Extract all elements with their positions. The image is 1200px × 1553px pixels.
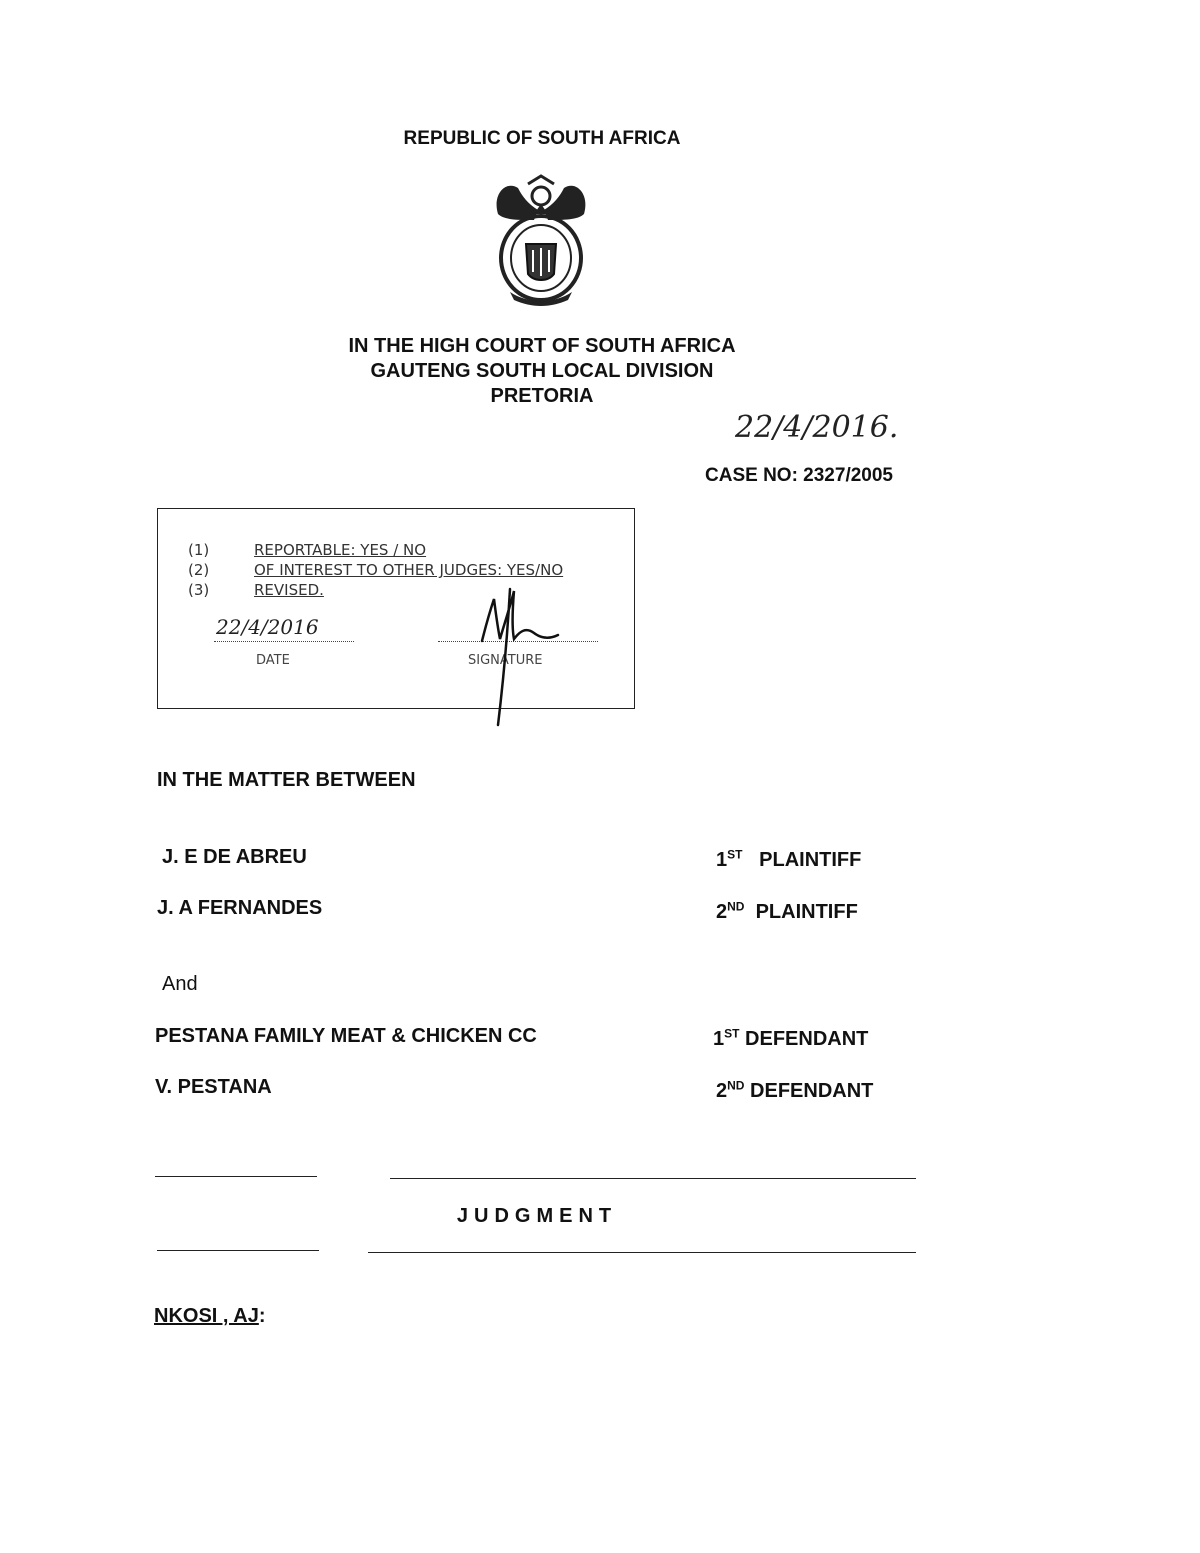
- country-heading: REPUBLIC OF SOUTH AFRICA: [403, 128, 681, 149]
- item-number: (2): [188, 561, 210, 579]
- plaintiff-1-role: 1ST PLAINTIFF: [716, 847, 862, 871]
- plaintiff-1-name: J. E DE ABREU: [162, 846, 307, 868]
- defendant-2-name: V. PESTANA: [155, 1076, 272, 1098]
- interest-item: OF INTEREST TO OTHER JUDGES: YES/NO: [254, 561, 564, 579]
- revised-item: REVISED.: [254, 581, 324, 599]
- court-line-3: PRETORIA: [490, 385, 594, 407]
- item-number: (3): [188, 581, 210, 599]
- coat-of-arms-icon: [488, 174, 594, 308]
- court-title-block: [0, 334, 1084, 409]
- court-line-2: GAUTENG SOUTH LOCAL DIVISION: [370, 360, 714, 382]
- date-label: DATE: [256, 653, 290, 668]
- reportable-item: REPORTABLE: YES / NO: [254, 541, 427, 559]
- judge-heading: [154, 1305, 266, 1328]
- judge-name: NKOSI , AJ: [154, 1305, 259, 1327]
- plaintiff-2-name: J. A FERNANDES: [157, 897, 323, 919]
- rule-bottom-right: [368, 1252, 916, 1253]
- date-dotted-line: [214, 641, 354, 642]
- defendant-2-role: 2ND DEFENDANT: [716, 1078, 874, 1102]
- reportable-box: [157, 508, 635, 709]
- case-number: CASE NO: 2327/2005: [705, 465, 893, 486]
- rule-bottom-left: [157, 1250, 319, 1251]
- box-handwritten-date: 22/4/2016: [216, 615, 319, 639]
- rule-top-left: [155, 1176, 317, 1177]
- conjunction-and: And: [162, 973, 198, 995]
- signature-label: SIGNATURE: [468, 653, 543, 668]
- judgment-title: JUDGMENT: [456, 1205, 618, 1227]
- defendant-1-role: 1ST DEFENDANT: [713, 1026, 869, 1050]
- handwritten-date: 22/4/2016.: [735, 410, 899, 445]
- court-line-1: IN THE HIGH COURT OF SOUTH AFRICA: [348, 335, 736, 357]
- judge-colon: :: [258, 1305, 266, 1327]
- rule-top-right: [390, 1178, 916, 1179]
- item-number: (1): [188, 541, 210, 559]
- defendant-1-name: PESTANA FAMILY MEAT & CHICKEN CC: [155, 1025, 537, 1047]
- plaintiff-2-role: 2ND PLAINTIFF: [716, 899, 858, 923]
- matter-heading: IN THE MATTER BETWEEN: [157, 769, 416, 791]
- handwritten-signature: [454, 585, 564, 735]
